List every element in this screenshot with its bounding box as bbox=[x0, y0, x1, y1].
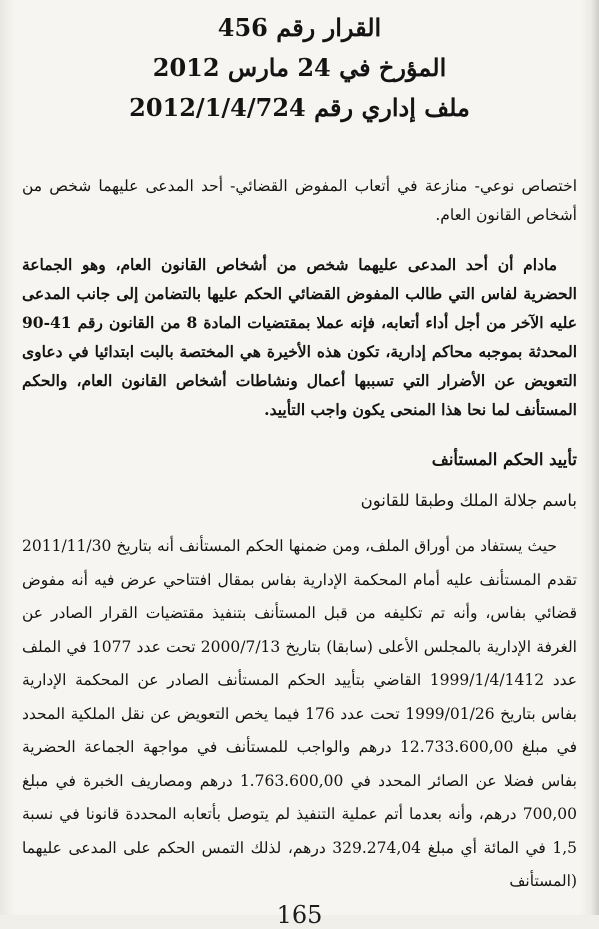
legal-principle bbox=[22, 250, 577, 424]
decision-number: القرار رقم 456 bbox=[217, 13, 382, 42]
summary-keywords: اختصاص نوعي- منازعة في أتعاب المفوض القضائي- أحد المدعى عليهما شخص من أشخاص القانون العام. bbox=[22, 177, 577, 224]
decision-body-text: حيث يستفاد من أوراق الملف، ومن ضمنها الحكم المستأنف أنه بتاريخ 2011/11/30 تقدم المستأنف عليه أمام المحكمة الإدارية بفاس بمقال افتتاحي عرض فيه أنه مفوض قضائي بفاس، وأنه تم تكليفه من قبل المستأنف بتنفيذ مقتضيات القرار الصادر عن الغرفة الإدارية بالمجلس الأعلى (سابقا) بتاريخ 2000/7/13 تحت عدد 1077 في الملف عدد 1999/1/4/1412 القاضي بتأييد الحكم المستأنف الصادر عن المحكمة الإدارية بفاس بتاريخ 1999/01/26 تحت عدد 176 فيما يخص التعويض عن نقل الملكية المحدد في مبلغ 12.733.600,00 درهم والواجب للمستأنف في مواجهة الجماعة الحضرية بفاس فضلا عن الصائر المحدد في 1.763.600,00 درهم ومصاريف الخبرة في مبلغ 700,00 درهم، وأنه بعدما أتم عملية التنفيذ لم يتوصل بأتعابه المحددة قانونا في نسبة 1,5 في المائة أي مبلغ 329.274,04 درهم، لذلك التمس الحكم على المدعى عليهما (المستأنف bbox=[22, 537, 578, 890]
document-content bbox=[22, 172, 577, 899]
decision-date: المؤرخ في 24 مارس 2012 bbox=[152, 53, 447, 82]
in-the-name-of-the-king: باسم جلالة الملك وطبقا للقانون bbox=[360, 491, 577, 510]
legal-principle-text: مادام أن أحد المدعى عليهما شخص من أشخاص القانون العام، وهو الجماعة الحضرية لفاس التي طالب المفوض القضائي الحكم عليها بالتضامن إلى جانب المدعى عليه الآخر من أجل أداء أتعابه، فإنه عملا بمقتضيات المادة 8 من القانون رقم 41-90 المحدثة بموجبه محاكم إدارية، تكون هذه الأخيرة هي المختصة بالبت ابتدائيا في دعاوى التعويض عن الأضرار التي تسببها أعمال ونشاطات أشخاص القانون العام، والحكم المستأنف لما نحا هذا المنحى يكون واجب التأييد. bbox=[22, 255, 577, 419]
page-number: 165 bbox=[276, 901, 323, 929]
decision-body bbox=[22, 530, 577, 899]
page-spine-shadow bbox=[591, 0, 599, 915]
file-number: ملف إداري رقم 2012/1/4/724 bbox=[129, 93, 470, 122]
decision-header bbox=[0, 8, 599, 128]
decision-title: تأييد الحكم المستأنف bbox=[431, 450, 577, 469]
